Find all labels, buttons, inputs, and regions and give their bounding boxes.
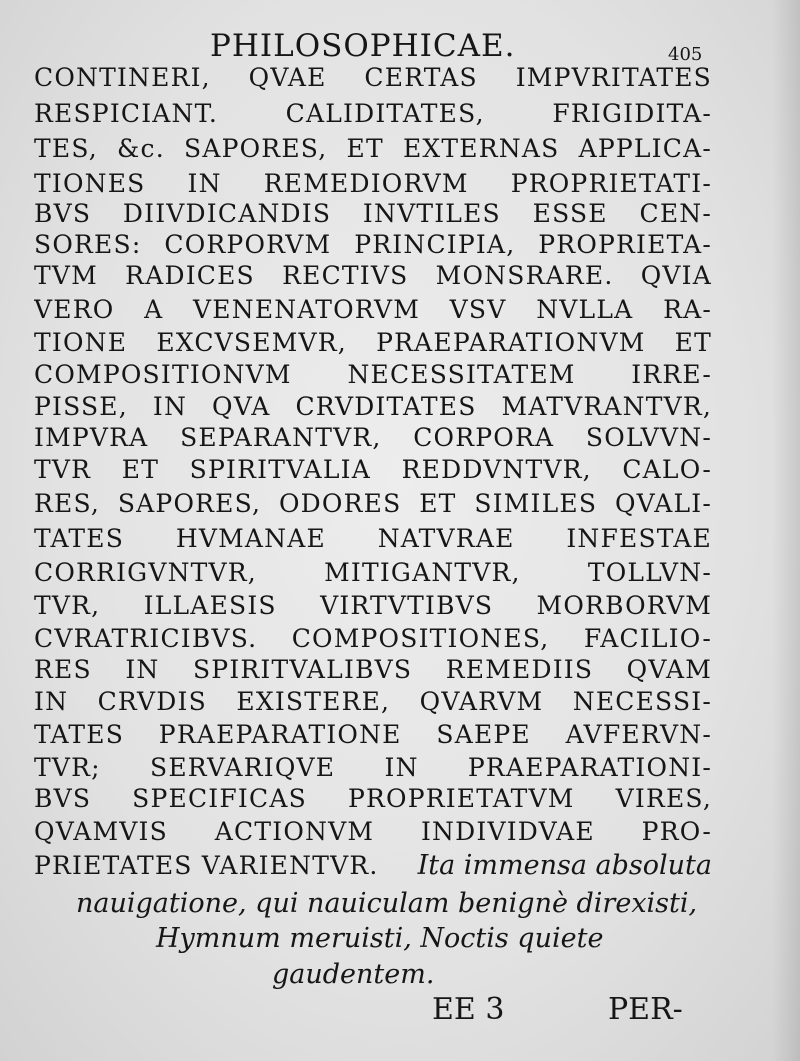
text-line: TVR, ILLAESIS VIRTVTIBVS MORBORVM <box>34 591 712 620</box>
text-line: TVM RADICES RECTIVS MONSRARE. QVIA <box>34 261 712 290</box>
text-line: TVR ET SPIRITVALIA REDDVNTVR, CALO- <box>34 455 712 484</box>
italic-line: nauigatione, qui nauiculam benignè direxisti, <box>76 888 698 919</box>
running-head: PHILOSOPHICAE. <box>210 28 516 64</box>
text-line: TATES HVMANAE NATVRAE INFESTAE <box>34 524 712 553</box>
text-line: IN CRVDIS EXISTERE, QVARVM NECESSI- <box>34 687 712 716</box>
page-number: 405 <box>668 44 703 65</box>
italic-line: gaudentem. <box>272 959 435 990</box>
text-line: TATES PRAEPARATIONE SAEPE AVFERVN- <box>34 720 712 749</box>
text-line: TIONES IN REMEDIORVM PROPRIETATI- <box>34 169 712 198</box>
text-line-caps: PRIETATES VARIENTVR. <box>34 851 379 880</box>
text-line: BVS SPECIFICAS PROPRIETATVM VIRES, <box>34 784 712 813</box>
text-line-italic: Ita immensa absoluta <box>417 850 712 881</box>
catchword: PER- <box>608 992 683 1027</box>
italic-line: Hymnum meruisti, Noctis quiete <box>156 923 604 954</box>
text-line: TIONE EXCVSEMVR, PRAEPARATIONVM ET <box>34 328 712 357</box>
text-line: RES, SAPORES, ODORES ET SIMILES QVALI- <box>34 489 712 518</box>
text-line: SORES: CORPORVM PRINCIPIA, PROPRIETA- <box>34 230 712 259</box>
text-line: CONTINERI, QVAE CERTAS IMPVRITATES <box>34 63 712 92</box>
text-line: CVRATRICIBVS. COMPOSITIONES, FACILIO- <box>34 624 712 653</box>
text-line: PISSE, IN QVA CRVDITATES MATVRANTVR, <box>34 392 712 421</box>
page-fold-shadow <box>772 0 800 1061</box>
text-line: TES, &c. SAPORES, ET EXTERNAS APPLICA- <box>34 134 712 163</box>
text-line: COMPOSITIONVM NECESSITATEM IRRE- <box>34 360 712 389</box>
text-line: TVR; SERVARIQVE IN PRAEPARATIONI- <box>34 753 712 782</box>
text-line: RESPICIANT. CALIDITATES, FRIGIDITA- <box>34 99 712 128</box>
text-line: RES IN SPIRITVALIBVS REMEDIIS QVAM <box>34 655 712 684</box>
mixed-line <box>34 848 712 884</box>
text-line: BVS DIIVDICANDIS INVTILES ESSE CEN- <box>34 199 712 228</box>
text-line: CORRIGVNTVR, MITIGANTVR, TOLLVN- <box>34 558 712 587</box>
text-line: VERO A VENENATORVM VSV NVLLA RA- <box>34 295 712 324</box>
signature-mark: EE 3 <box>432 992 505 1027</box>
text-line: IMPVRA SEPARANTVR, CORPORA SOLVVN- <box>34 423 712 452</box>
text-line: QVAMVIS ACTIONVM INDIVIDVAE PRO- <box>34 817 712 846</box>
